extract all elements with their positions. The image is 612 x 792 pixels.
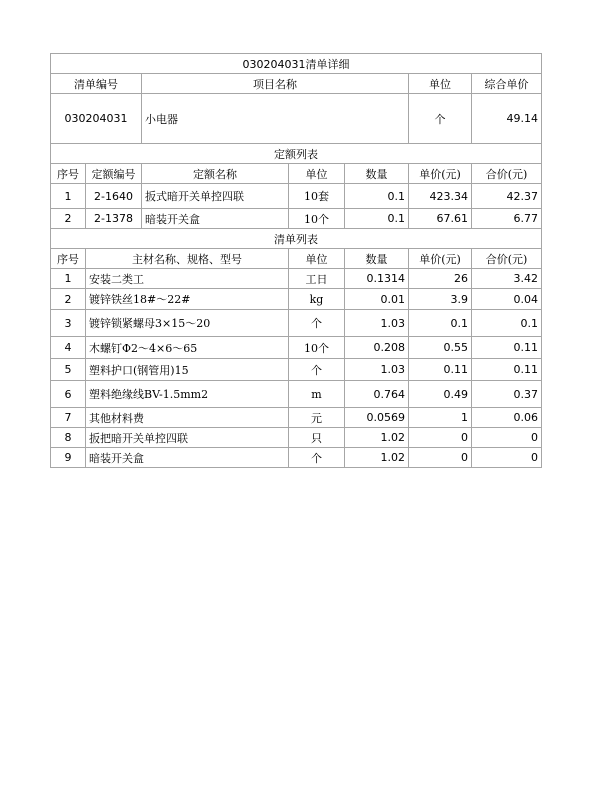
material-name: 扳把暗开关单控四联	[86, 428, 289, 448]
quota-total: 6.77	[472, 209, 542, 229]
quota-name-header: 定额名称	[142, 164, 289, 184]
material-no: 1	[51, 269, 86, 289]
material-name: 塑料护口(钢管用)15	[86, 359, 289, 381]
material-total: 0.37	[472, 381, 542, 408]
page-title: 030204031清单详细	[51, 54, 542, 74]
material-name: 其他材料费	[86, 408, 289, 428]
material-name-header: 主材名称、规格、型号	[86, 249, 289, 269]
material-total: 0	[472, 428, 542, 448]
material-name: 镀锌铁丝18#～22#	[86, 289, 289, 310]
material-name: 安装二类工	[86, 269, 289, 289]
material-unit: 个	[289, 310, 345, 337]
material-name: 塑料绝缘线BV-1.5mm2	[86, 381, 289, 408]
material-qty-header: 数量	[345, 249, 409, 269]
material-unit: 元	[289, 408, 345, 428]
material-unit: kg	[289, 289, 345, 310]
material-qty: 0.764	[345, 381, 409, 408]
material-row	[51, 269, 542, 289]
bill-unit-header: 单位	[409, 74, 472, 94]
material-qty: 0.1314	[345, 269, 409, 289]
bill-name-header: 项目名称	[142, 74, 409, 94]
material-no: 8	[51, 428, 86, 448]
bill-detail-table	[50, 53, 542, 468]
material-section-title: 清单列表	[51, 229, 542, 249]
material-total: 0.1	[472, 310, 542, 337]
material-unit-header: 单位	[289, 249, 345, 269]
material-name: 木螺钉Φ2～4×6～65	[86, 337, 289, 359]
quota-total-header: 合价(元)	[472, 164, 542, 184]
quota-qty: 0.1	[345, 184, 409, 209]
material-row	[51, 381, 542, 408]
material-qty: 1.03	[345, 310, 409, 337]
quota-unit-header: 单位	[289, 164, 345, 184]
quota-no: 1	[51, 184, 86, 209]
material-no: 3	[51, 310, 86, 337]
quota-unit-price: 423.34	[409, 184, 472, 209]
material-row	[51, 359, 542, 381]
quota-section-title: 定额列表	[51, 144, 542, 164]
quota-row	[51, 209, 542, 229]
material-unit-price: 1	[409, 408, 472, 428]
material-total: 0.04	[472, 289, 542, 310]
quota-code-header: 定额编号	[86, 164, 142, 184]
material-unit-price: 3.9	[409, 289, 472, 310]
quota-qty: 0.1	[345, 209, 409, 229]
material-qty: 0.208	[345, 337, 409, 359]
material-row	[51, 289, 542, 310]
material-total: 0.06	[472, 408, 542, 428]
quota-unit: 10个	[289, 209, 345, 229]
material-no-header: 序号	[51, 249, 86, 269]
quota-unit-price: 67.61	[409, 209, 472, 229]
quota-name: 暗装开关盒	[142, 209, 289, 229]
quota-unit-price-header: 单价(元)	[409, 164, 472, 184]
material-unit: 工日	[289, 269, 345, 289]
material-unit: 个	[289, 448, 345, 468]
material-row	[51, 428, 542, 448]
quota-code: 2-1378	[86, 209, 142, 229]
bill-code: 030204031	[51, 94, 142, 144]
material-total: 0.11	[472, 337, 542, 359]
material-header-row	[51, 249, 542, 269]
material-no: 6	[51, 381, 86, 408]
material-row	[51, 310, 542, 337]
material-no: 7	[51, 408, 86, 428]
material-unit-price: 0.1	[409, 310, 472, 337]
material-name: 暗装开关盒	[86, 448, 289, 468]
material-row	[51, 448, 542, 468]
material-name: 镀锌锁紧螺母3×15～20	[86, 310, 289, 337]
material-unit: m	[289, 381, 345, 408]
bill-unit: 个	[409, 94, 472, 144]
material-row	[51, 337, 542, 359]
material-unit: 10个	[289, 337, 345, 359]
material-unit: 只	[289, 428, 345, 448]
material-no: 9	[51, 448, 86, 468]
material-unit-price: 0	[409, 428, 472, 448]
material-no: 5	[51, 359, 86, 381]
material-qty: 0.01	[345, 289, 409, 310]
material-unit-price: 0.55	[409, 337, 472, 359]
material-unit-price: 0	[409, 448, 472, 468]
material-unit: 个	[289, 359, 345, 381]
quota-row	[51, 184, 542, 209]
material-no: 4	[51, 337, 86, 359]
material-total: 0	[472, 448, 542, 468]
material-total-header: 合价(元)	[472, 249, 542, 269]
material-total: 0.11	[472, 359, 542, 381]
title-row	[51, 54, 542, 74]
bill-header-row	[51, 74, 542, 94]
quota-total: 42.37	[472, 184, 542, 209]
quota-header-row	[51, 164, 542, 184]
bill-price: 49.14	[472, 94, 542, 144]
quota-no: 2	[51, 209, 86, 229]
bill-name: 小电器	[142, 94, 409, 144]
material-unit-price: 26	[409, 269, 472, 289]
material-unit-price-header: 单价(元)	[409, 249, 472, 269]
material-qty: 1.02	[345, 428, 409, 448]
material-section-row	[51, 229, 542, 249]
material-unit-price: 0.11	[409, 359, 472, 381]
bill-code-header: 清单编号	[51, 74, 142, 94]
quota-code: 2-1640	[86, 184, 142, 209]
material-qty: 1.03	[345, 359, 409, 381]
quota-unit: 10套	[289, 184, 345, 209]
quota-no-header: 序号	[51, 164, 86, 184]
quota-section-row	[51, 144, 542, 164]
material-qty: 0.0569	[345, 408, 409, 428]
bill-price-header: 综合单价	[472, 74, 542, 94]
material-row	[51, 408, 542, 428]
quota-qty-header: 数量	[345, 164, 409, 184]
material-total: 3.42	[472, 269, 542, 289]
material-no: 2	[51, 289, 86, 310]
bill-row	[51, 94, 542, 144]
quota-name: 扳式暗开关单控四联	[142, 184, 289, 209]
material-qty: 1.02	[345, 448, 409, 468]
material-unit-price: 0.49	[409, 381, 472, 408]
